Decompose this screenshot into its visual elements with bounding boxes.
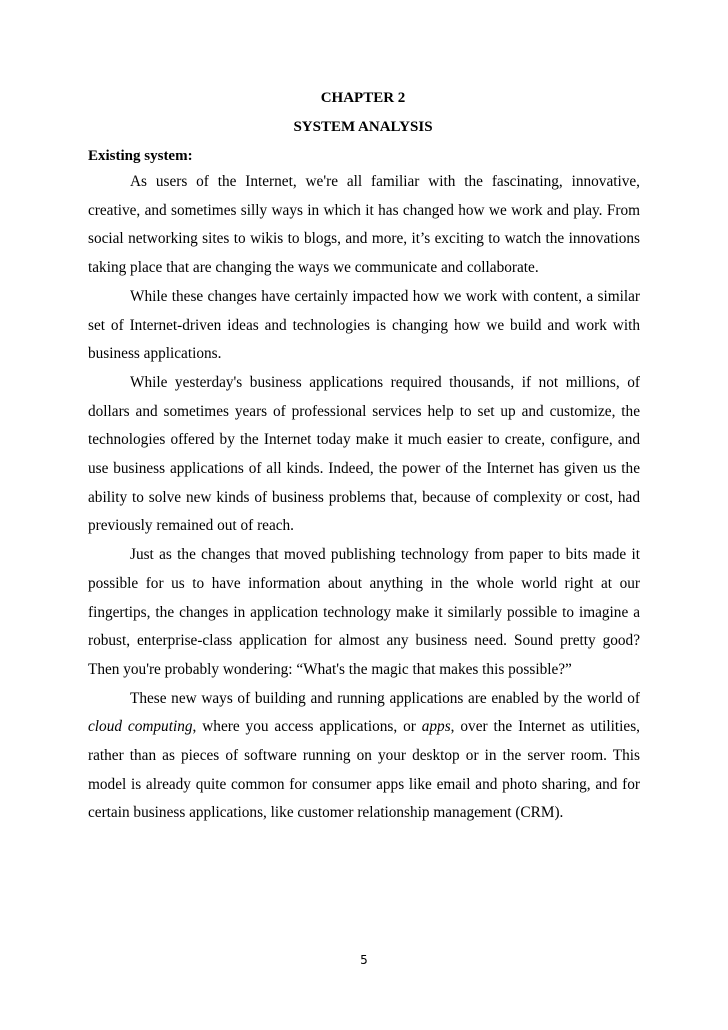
section-heading: Existing system: <box>88 148 193 164</box>
paragraph-text: , where you access applications, or <box>192 718 422 736</box>
paragraph-cloud-computing <box>88 685 640 829</box>
page-number: 5 <box>360 953 368 967</box>
emphasis-term: apps <box>421 718 451 736</box>
body-text <box>88 168 640 828</box>
chapter-label: CHAPTER 2 <box>320 90 406 106</box>
paragraph: Just as the changes that moved publishing technology from paper to bits made it possible for us to have information about anything in the whole world right at our fingertips, the changes in application technology make it similarly possible to imagine a robust, enterprise-class application for almost any business need. Sound pretty good? Then you're probably wondering: “What's the magic that makes this possible?” <box>88 546 640 678</box>
paragraph-text: , over the Internet as utilities, rather than as pieces of software running on your desktop or in the server room. This model is already quite common for consumer apps like email and photo sharing, and for certain business applications, like customer relationship management (CRM). <box>88 718 640 822</box>
paragraph: While yesterday's business applications required thousands, if not millions, of dollars and sometimes years of professional services help to set up and customize, the technologies offered by the Internet today make it much easier to create, configure, and use business applications of all kinds. Indeed, the power of the Internet has given us the ability to solve new kinds of business problems that, because of complexity or cost, had previously remained out of reach. <box>88 373 640 535</box>
chapter-title: SYSTEM ANALYSIS <box>293 119 433 135</box>
emphasis-term: cloud computing <box>88 718 193 736</box>
paragraph: As users of the Internet, we're all familiar with the fascinating, innovative, creative, and sometimes silly ways in which it has changed how we work and play. From social networking sites to wikis to blogs, and more, it’s exciting to watch the innovations taking place that are changing the ways we communicate and collaborate. <box>88 173 640 277</box>
paragraph: While these changes have certainly impacted how we work with content, a similar set of Internet-driven ideas and technologies is changing how we build and work with business applications. <box>88 287 640 363</box>
paragraph-text: These new ways of building and running applications are enabled by the world of <box>130 689 640 707</box>
